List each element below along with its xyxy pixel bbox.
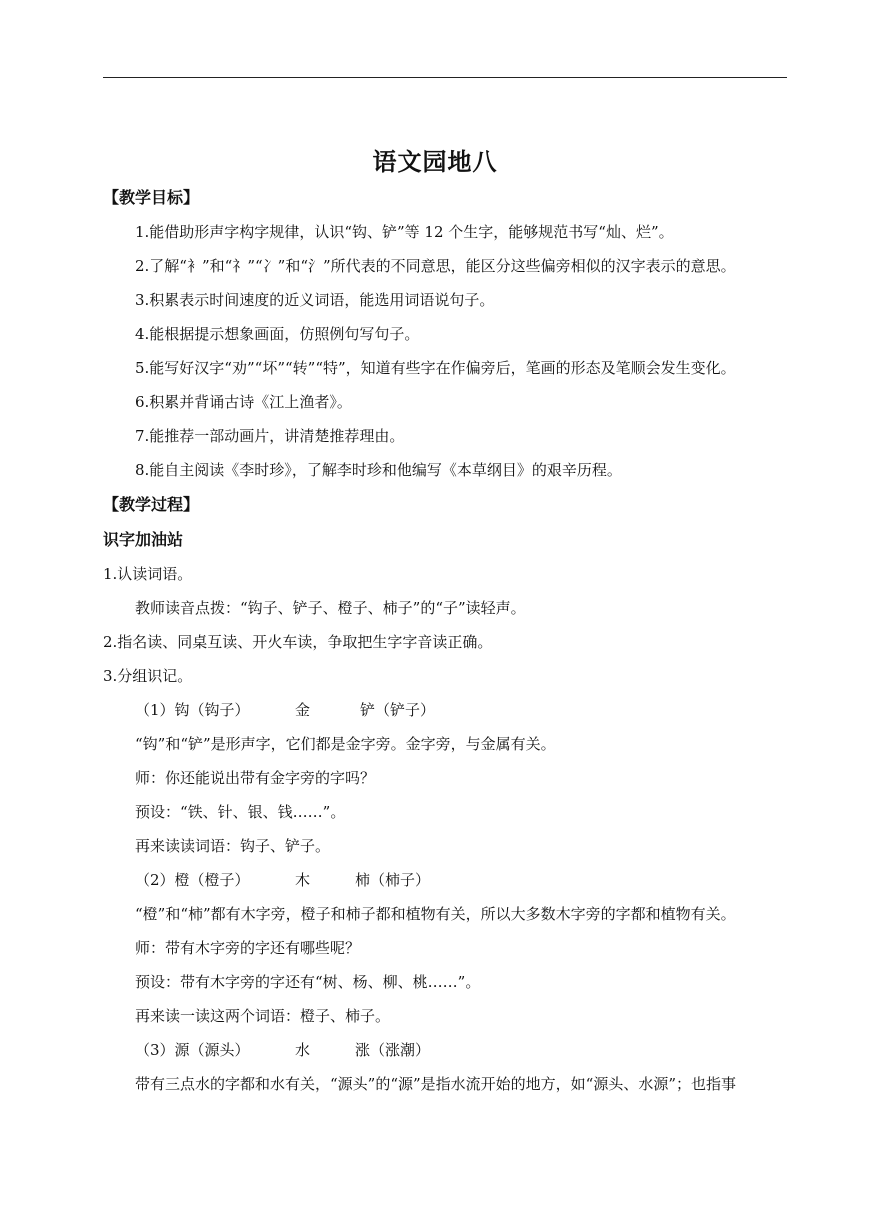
step-text: 2.指名读、同桌互读、开火车读，争取把生字字音读正确。 (103, 633, 493, 651)
paragraph: 再来读读词语：钩子、铲子。 (135, 837, 331, 855)
step-text: 3.分组识记。 (103, 667, 193, 685)
char-group-a: （2）橙（橙子） (135, 871, 250, 889)
process-heading: 【教学过程】 (103, 495, 200, 514)
char-group-c: 柿（柿子） (355, 871, 431, 889)
char-group-a: （1）钩（钩子） (135, 701, 250, 719)
goal-item: 2.了解“衤”和“礻”“冫”和“氵”所代表的不同意思，能区分这些偏旁相似的汉字表示的意思。 (135, 257, 736, 275)
char-group-row (135, 1039, 430, 1061)
paragraph: 带有三点水的字都和水有关，“源头”的“源”是指水流开始的地方，如“源头、水源”；也指事 (135, 1075, 737, 1093)
paragraph: 师：带有木字旁的字还有哪些呢？ (135, 939, 361, 957)
step-text: 1.认读词语。 (103, 565, 193, 583)
goal-item: 6.积累并背诵古诗《江上渔者》。 (135, 393, 352, 411)
goals-heading: 【教学目标】 (103, 188, 200, 207)
char-group-radical: 水 (295, 1041, 311, 1059)
char-group-radical: 木 (295, 871, 311, 889)
goal-item: 4.能根据提示想象画面，仿照例句写句子。 (135, 325, 420, 343)
paragraph: “钩”和“铲”是形声字，它们都是金字旁。金字旁，与金属有关。 (135, 735, 556, 753)
char-group-row (135, 699, 435, 721)
paragraph: “橙”和“柿”都有木字旁，橙子和柿子都和植物有关，所以大多数木字旁的字都和植物有关。 (135, 905, 736, 923)
section-subheading: 识字加油站 (103, 530, 184, 549)
char-group-c: 涨（涨潮） (355, 1041, 431, 1059)
char-group-a: （3）源（源头） (135, 1041, 250, 1059)
header-rule (103, 77, 787, 78)
page-title: 语文园地八 (372, 148, 498, 176)
char-group-c: 铲（铲子） (360, 701, 436, 719)
goal-item: 5.能写好汉字“劝”“坏”“转”“特”，知道有些字在作偏旁后，笔画的形态及笔顺会发生变化。 (135, 359, 736, 377)
goal-item: 8.能自主阅读《李时珍》，了解李时珍和他编写《本草纲目》的艰辛历程。 (135, 461, 622, 479)
char-group-row (135, 869, 430, 891)
char-group-radical: 金 (295, 701, 311, 719)
goal-item: 3.积累表示时间速度的近义词语，能选用词语说句子。 (135, 291, 495, 309)
goal-item: 1.能借助形声字构字规律，认识“钩、铲”等 12 个生字，能够规范书写“灿、烂”。 (135, 223, 674, 241)
paragraph: 再来读一读这两个词语：橙子、柿子。 (135, 1007, 391, 1025)
step-note: 教师读音点拨：“钩子、铲子、橙子、柿子”的“子”读轻声。 (135, 599, 526, 617)
paragraph: 师：你还能说出带有金字旁的字吗？ (135, 769, 376, 787)
paragraph: 预设：“铁、针、银、钱……”。 (135, 803, 346, 821)
goal-item: 7.能推荐一部动画片，讲清楚推荐理由。 (135, 427, 405, 445)
paragraph: 预设：带有木字旁的字还有“树、杨、柳、桃……”。 (135, 973, 481, 991)
